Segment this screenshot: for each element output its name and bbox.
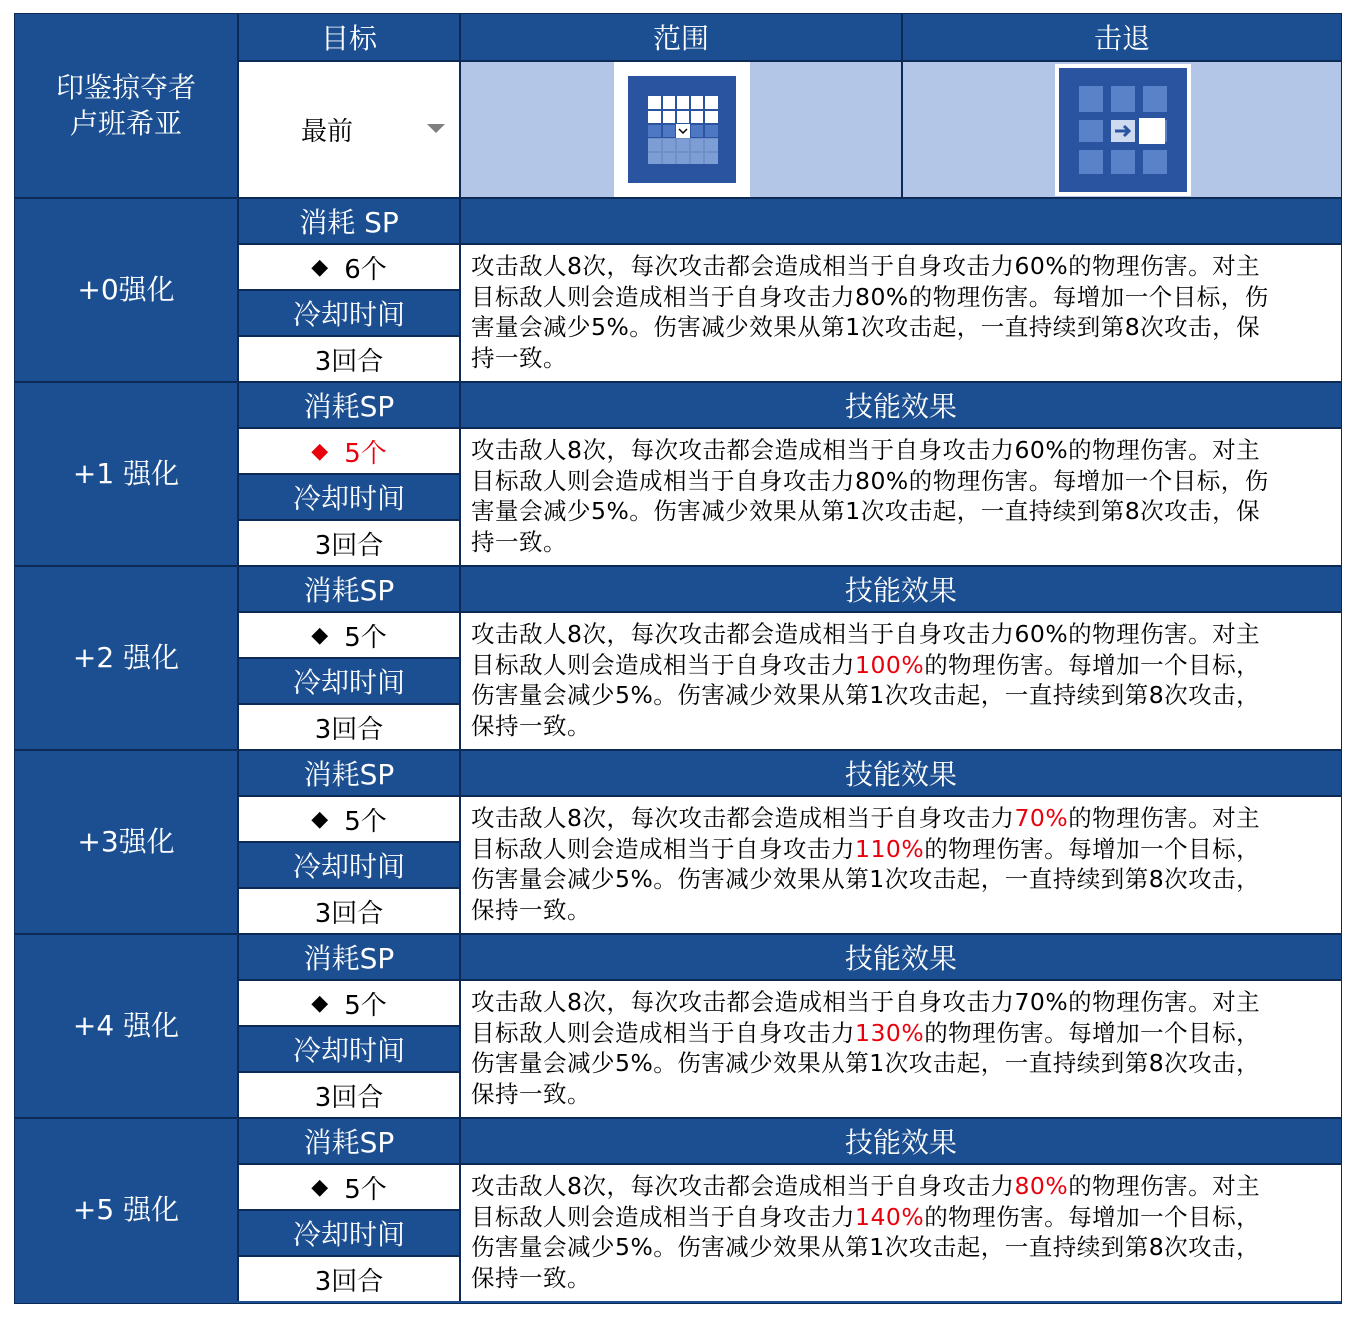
effect-line: [471, 1079, 1333, 1110]
highlight-value: 130%: [855, 1018, 925, 1047]
effect-text: 目标敌人则会造成相当于自身攻击力80%的物理伤害。每增加一个目标，伤: [471, 466, 1269, 495]
effect-text: 目标敌人则会造成相当于自身攻击力: [471, 1018, 855, 1047]
effect-line: [471, 1202, 1333, 1233]
chevron-down-icon[interactable]: [427, 124, 445, 134]
effect-line: [471, 1171, 1333, 1202]
effect-line: [471, 864, 1333, 895]
sp-label: 消耗 SP: [237, 197, 459, 243]
character-name-cell: [15, 14, 237, 197]
sp-label: 消耗SP: [237, 1117, 459, 1163]
skill-table: [14, 13, 1342, 1304]
effect-text: 伤害量会减少5%。伤害减少效果从第1次攻击起，一直持续到第8次攻击，: [471, 865, 1261, 893]
range-header: 范围: [459, 14, 901, 60]
knockback-header: 击退: [901, 14, 1341, 60]
effect-text: 攻击敌人8次，每次攻击都会造成相当于自身攻击力: [471, 1172, 1015, 1200]
effect-header: [459, 197, 1341, 243]
sp-value: [237, 243, 459, 289]
effect-line: [471, 619, 1333, 650]
effect-text: 目标敌人则会造成相当于自身攻击力: [471, 650, 855, 679]
effect-text: 攻击敌人8次，每次攻击都会造成相当于自身攻击力60%的物理伤害。对主: [471, 436, 1261, 464]
effect-text: 保持一致。: [471, 1079, 591, 1108]
highlight-value: 100%: [855, 650, 925, 679]
diamond-icon: ◆: [311, 622, 329, 648]
knockback-arrow-icon: [1055, 64, 1191, 196]
effect-text: 的物理伤害。对主: [1068, 1172, 1261, 1200]
cooldown-value: 3回合: [237, 887, 459, 933]
sp-value-text: 5个: [344, 1174, 387, 1205]
sp-value: [237, 1163, 459, 1209]
cooldown-label: 冷却时间: [237, 657, 459, 703]
effect-line: [471, 496, 1333, 527]
effect-text: 的物理伤害。每增加一个目标，: [924, 1018, 1261, 1047]
effect-header: 技能效果: [459, 565, 1341, 611]
effect-text: 持一致。: [471, 527, 567, 556]
level-label: +4 强化: [15, 933, 237, 1117]
cooldown-value: 3回合: [237, 1255, 459, 1301]
sp-value: [237, 427, 459, 473]
effect-description: [459, 979, 1341, 1117]
effect-text: 保持一致。: [471, 711, 591, 740]
effect-text: 伤害量会减少5%。伤害减少效果从第1次攻击起，一直持续到第8次攻击，: [471, 681, 1261, 709]
sp-value-text: 5个: [344, 622, 387, 653]
sp-value: [237, 979, 459, 1025]
effect-text: 持一致。: [471, 343, 567, 372]
highlight-value: 140%: [855, 1202, 925, 1231]
cooldown-label: 冷却时间: [237, 1209, 459, 1255]
effect-line: [471, 680, 1333, 711]
effect-text: 攻击敌人8次，每次攻击都会造成相当于自身攻击力: [471, 804, 1015, 832]
highlight-value: 70%: [1014, 804, 1069, 832]
cooldown-value: 3回合: [237, 1071, 459, 1117]
sp-label: 消耗SP: [237, 565, 459, 611]
cooldown-value: 3回合: [237, 703, 459, 749]
effect-text: 伤害量会减少5%。伤害减少效果从第1次攻击起，一直持续到第8次攻击，: [471, 1049, 1261, 1077]
target-value: 最前: [301, 117, 354, 147]
cooldown-label: 冷却时间: [237, 841, 459, 887]
effect-line: [471, 1048, 1333, 1079]
effect-header: 技能效果: [459, 381, 1341, 427]
level-label: +2 强化: [15, 565, 237, 749]
range-grid-icon: [614, 62, 750, 197]
sp-value-text: 5个: [344, 990, 387, 1021]
effect-line: [471, 711, 1333, 742]
diamond-icon: ◆: [311, 254, 329, 280]
sp-label: 消耗SP: [237, 749, 459, 795]
effect-line: [471, 1232, 1333, 1263]
effect-text: 保持一致。: [471, 895, 591, 924]
effect-text: 的物理伤害。每增加一个目标，: [924, 834, 1261, 863]
sp-value-text: 6个: [344, 254, 387, 285]
level-label: +5 强化: [15, 1117, 237, 1301]
effect-line: [471, 343, 1333, 374]
effect-text: 目标敌人则会造成相当于自身攻击力: [471, 834, 855, 863]
effect-header: 技能效果: [459, 933, 1341, 979]
range-cell: [459, 60, 901, 197]
target-header: 目标: [237, 14, 459, 60]
effect-text: 害量会减少5%。伤害减少效果从第1次攻击起，一直持续到第8次攻击，保: [471, 497, 1261, 525]
effect-line: [471, 650, 1333, 681]
sp-value-text: 5个: [344, 438, 387, 469]
effect-text: 的物理伤害。每增加一个目标，: [924, 1202, 1261, 1231]
sp-value: [237, 611, 459, 657]
effect-line: [471, 527, 1333, 558]
cooldown-label: 冷却时间: [237, 289, 459, 335]
effect-text: 的物理伤害。对主: [1068, 804, 1261, 832]
effect-line: [471, 1018, 1333, 1049]
highlight-value: 80%: [1014, 1172, 1069, 1200]
character-name-line1: 印鉴掠夺者: [55, 70, 196, 104]
effect-text: 伤害量会减少5%。伤害减少效果从第1次攻击起，一直持续到第8次攻击，: [471, 1233, 1261, 1261]
effect-line: [471, 834, 1333, 865]
cooldown-value: 3回合: [237, 335, 459, 381]
effect-text: 目标敌人则会造成相当于自身攻击力: [471, 1202, 855, 1231]
effect-text: 的物理伤害。每增加一个目标，: [924, 650, 1261, 679]
target-select[interactable]: [237, 60, 459, 197]
cooldown-label: 冷却时间: [237, 1025, 459, 1071]
character-name-line2: 卢班希亚: [69, 106, 182, 140]
diamond-icon: ◆: [311, 1174, 329, 1200]
level-label: +3强化: [15, 749, 237, 933]
sp-label: 消耗SP: [237, 381, 459, 427]
diamond-icon: ◆: [311, 806, 329, 832]
cooldown-value: 3回合: [237, 519, 459, 565]
effect-description: [459, 243, 1341, 381]
effect-line: [471, 282, 1333, 313]
effect-text: 害量会减少5%。伤害减少效果从第1次攻击起，一直持续到第8次攻击，保: [471, 313, 1261, 341]
effect-text: 攻击敌人8次，每次攻击都会造成相当于自身攻击力60%的物理伤害。对主: [471, 252, 1261, 280]
effect-description: [459, 611, 1341, 749]
effect-description: [459, 427, 1341, 565]
knockback-cell: [901, 60, 1341, 197]
effect-header: 技能效果: [459, 1117, 1341, 1163]
diamond-icon: ◆: [311, 990, 329, 1016]
effect-line: [471, 466, 1333, 497]
level-label: +1 强化: [15, 381, 237, 565]
effect-text: 攻击敌人8次，每次攻击都会造成相当于自身攻击力60%的物理伤害。对主: [471, 620, 1261, 648]
effect-description: [459, 1163, 1341, 1301]
effect-line: [471, 895, 1333, 926]
effect-header: 技能效果: [459, 749, 1341, 795]
level-label: +0强化: [15, 197, 237, 381]
effect-line: [471, 1263, 1333, 1294]
effect-text: 保持一致。: [471, 1263, 591, 1292]
effect-line: [471, 803, 1333, 834]
effect-line: [471, 435, 1333, 466]
effect-description: [459, 795, 1341, 933]
sp-value: [237, 795, 459, 841]
cooldown-label: 冷却时间: [237, 473, 459, 519]
diamond-icon: ◆: [311, 438, 329, 464]
effect-line: [471, 251, 1333, 282]
effect-text: 目标敌人则会造成相当于自身攻击力80%的物理伤害。每增加一个目标，伤: [471, 282, 1269, 311]
highlight-value: 110%: [855, 834, 925, 863]
sp-label: 消耗SP: [237, 933, 459, 979]
effect-line: [471, 312, 1333, 343]
effect-line: [471, 987, 1333, 1018]
sp-value-text: 5个: [344, 806, 387, 837]
effect-text: 攻击敌人8次，每次攻击都会造成相当于自身攻击力70%的物理伤害。对主: [471, 988, 1261, 1016]
